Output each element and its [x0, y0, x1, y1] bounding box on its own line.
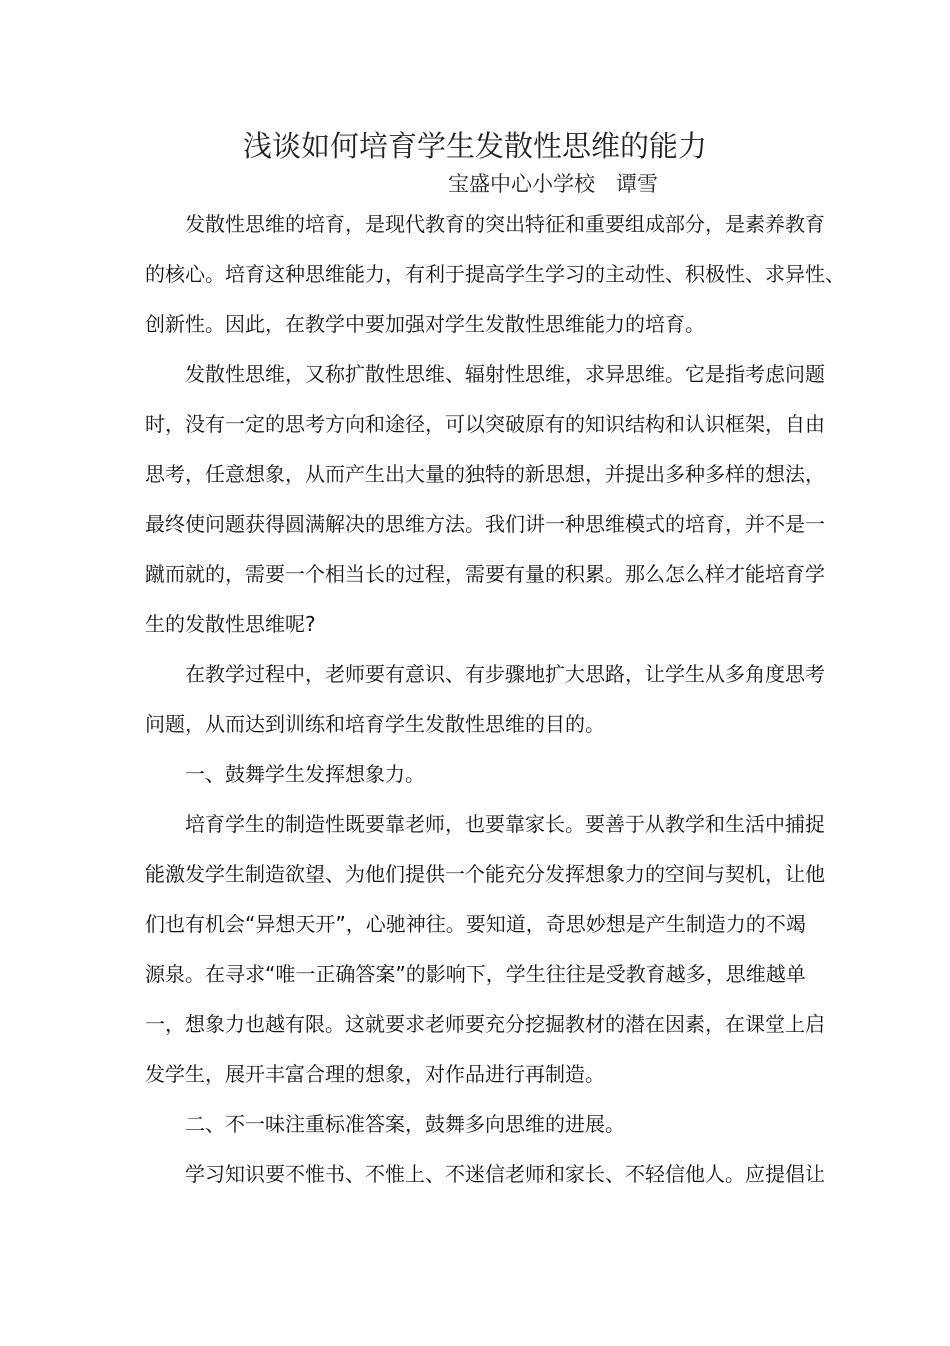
section-heading: 一、鼓舞学生发挥想象力。: [185, 762, 425, 786]
paragraph-line: 思考，任意想象，从而产生出大量的独特的新思想，并提出多种多样的想法，: [145, 462, 825, 486]
paragraph-line: 能激发学生制造欲望、为他们提供一个能充分发挥想象力的空间与契机，让他: [145, 862, 825, 886]
paragraph-line: 们也有机会“异想天开”，心驰神往。要知道，奇思妙想是产生制造力的不竭: [145, 912, 806, 936]
paragraph-line: 蹴而就的，需要一个相当长的过程，需要有量的积累。那么怎么样才能培育学: [145, 562, 825, 586]
paragraph-line: 最终使问题获得圆满解决的思维方法。我们讲一种思维模式的培育，并不是一: [145, 512, 825, 536]
paragraph-line: 时，没有一定的思考方向和途径，可以突破原有的知识结构和认识框架，自由: [145, 412, 825, 436]
paragraph-line: 培育学生的制造性既要靠老师，也要靠家长。要善于从教学和生活中捕捉: [185, 812, 825, 836]
paragraph-line: 学习知识要不惟书、不惟上、不迷信老师和家长、不轻信他人。应提倡让: [185, 1162, 825, 1186]
paragraph-line: 问题，从而达到训练和培育学生发散性思维的目的。: [145, 712, 605, 736]
paragraph-line: 生的发散性思维呢?: [145, 612, 316, 636]
document-author: 宝盛中心小学校 谭雪: [448, 172, 658, 196]
paragraph-line: 源泉。在寻求“唯一正确答案”的影响下，学生往往是受教育越多，思维越单: [145, 962, 806, 986]
paragraph-line: 发学生，展开丰富合理的想象，对作品进行再制造。: [145, 1062, 605, 1086]
paragraph-line: 在教学过程中，老师要有意识、有步骤地扩大思路，让学生从多角度思考: [185, 662, 825, 686]
section-heading: 二、不一味注重标准答案，鼓舞多向思维的进展。: [185, 1112, 625, 1136]
paragraph-line: 发散性思维的培育，是现代教育的突出特征和重要组成部分，是素养教育: [185, 212, 825, 236]
paragraph-line: 创新性。因此，在教学中要加强对学生发散性思维能力的培育。: [145, 312, 705, 336]
document-title: 浅谈如何培育学生发散性思维的能力: [242, 129, 707, 163]
paragraph-line: 发散性思维，又称扩散性思维、辐射性思维，求异思维。它是指考虑问题: [185, 362, 825, 386]
paragraph-line: 的核心。培育这种思维能力，有利于提高学生学习的主动性、积极性、求异性、: [145, 262, 845, 286]
paragraph-line: 一，想象力也越有限。这就要求老师要充分挖掘教材的潜在因素，在课堂上启: [145, 1012, 825, 1036]
